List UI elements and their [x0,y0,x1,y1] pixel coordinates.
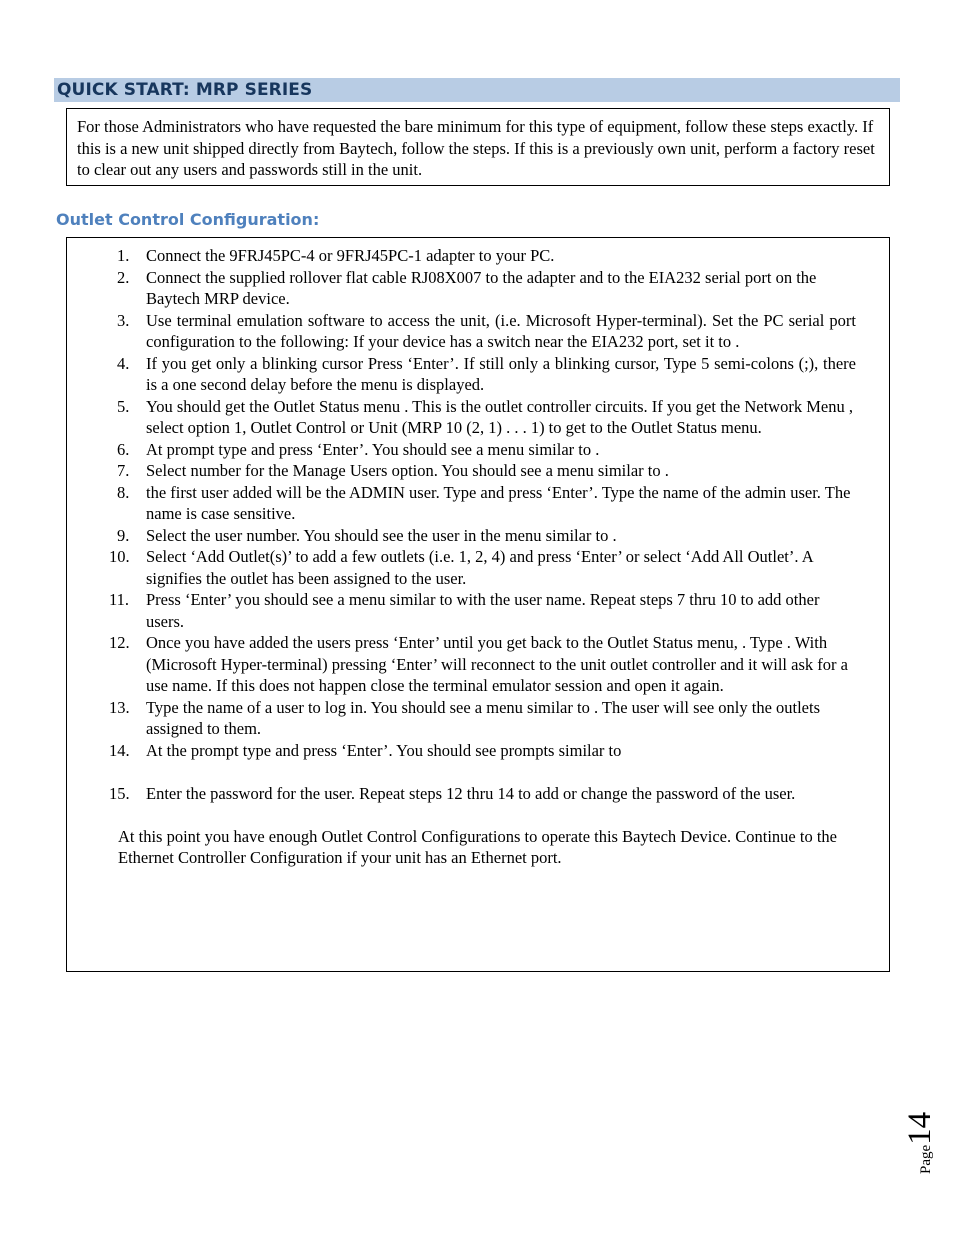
page-digits: 14 [902,1111,938,1145]
step-item [67,589,889,632]
step-number: 3. [117,310,130,330]
step-text: Connect the 9FRJ45PC-4 or 9FRJ45PC-1 adapter to your PC. [146,246,555,265]
step-item [67,632,889,697]
step-number: 15. [109,783,130,803]
step-text: Once you have added the users press ‘Enter’ until you get back to the Outlet Status menu, . Type . With (Microsoft Hyper-terminal) pressing ‘Enter’ will reconnect to the unit outlet controller and it will ask for a use name. If this does not happen close the terminal emulator session and open it again. [146,633,848,695]
step-text: Press ‘Enter’ you should see a menu similar to with the user name. Repeat steps 7 thru 10 to add other users. [146,590,820,631]
step-number: 14. [109,740,130,760]
step-item [67,740,889,762]
step-text: At prompt type and press ‘Enter’. You should see a menu similar to . [146,439,600,459]
step-item [67,439,889,461]
step-number: 1. [117,246,130,265]
outlet-config-heading: Outlet Control Configuration: [56,210,320,229]
section-title: QUICK START: MRP SERIES [57,80,313,100]
step-text: Use terminal emulation software to access the unit, (i.e. Microsoft Hyper-terminal). Set the PC serial port configuration to the following: If your device has a switch near the EIA232 port, set it to . [146,310,856,351]
step-item [67,697,889,740]
step-text: If you get only a blinking cursor Press ‘Enter’. If still only a blinking cursor, Type 5 semi-colons (;), there is a one second delay before the menu is displayed. [146,353,856,394]
step-number: 6. [117,439,130,459]
step-number: 9. [117,525,130,545]
step-number: 11. [109,590,130,609]
section-header-bar [54,78,900,102]
step-number: 8. [117,482,130,502]
step-number: 12. [109,633,130,652]
step-text: Select number for the Manage Users option. You should see a menu similar to . [146,461,669,480]
step-number: 7. [117,461,130,480]
step-text: Type the name of a user to log in. You should see a menu similar to . The user will see only the outlets assigned to them. [146,697,821,738]
intro-text: For those Administrators who have requested the bare minimum for this type of equipment, follow these steps exactly. If this is a new unit shipped directly from Baytech, follow the steps. If this is a previously own unit, perform a factory reset to clear out any users and passwords still in the unit. [77,117,875,179]
step-text: At the prompt type and press ‘Enter’. You should see prompts similar to [146,740,622,760]
step-item [67,310,889,353]
step-item [67,460,889,482]
step-text: Select ‘Add Outlet(s)’ to add a few outlets (i.e. 1, 2, 4) and press ‘Enter’ or select ‘Add All Outlet’. A signifies the outlet has been assigned to the user. [146,547,813,588]
step-text: Enter the password for the user. Repeat steps 12 thru 14 to add or change the password of the user. [146,783,796,803]
steps-list [67,245,889,869]
page-word: Page [918,1144,934,1174]
step-number: 10. [109,547,130,566]
step-item [67,267,889,310]
step-item [67,783,889,805]
step-text: Select the user number. You should see the user in the menu similar to . [146,525,617,545]
spacer [67,804,889,826]
outlet-config-box [66,237,890,972]
step-number: 5. [117,396,130,416]
step-item [67,525,889,547]
step-text: You should get the Outlet Status menu . This is the outlet controller circuits. If you get the Network Menu , select option 1, Outlet Control or Unit (MRP 10 (2, 1) . . . 1) to get to the Outlet Status menu. [146,396,853,437]
step-item [67,396,889,439]
step-text: the first user added will be the ADMIN user. Type and press ‘Enter’. Type the name of the admin user. The name is case sensitive. [146,482,851,523]
step-item [67,353,889,396]
step-number: 4. [117,353,130,373]
page-number [902,1090,942,1176]
step-item [67,546,889,589]
step-item [67,245,889,267]
step-number: 2. [117,267,130,287]
closing-paragraph: At this point you have enough Outlet Control Configurations to operate this Baytech Device. Continue to the Ethernet Controller Configuration if your unit has an Ethernet port. [118,826,837,867]
step-number: 13. [109,697,130,717]
spacer [67,761,889,783]
page-number-rotated [902,1112,939,1174]
step-item [67,482,889,525]
step-text: Connect the supplied rollover flat cable RJ08X007 to the adapter and to the EIA232 serial port on the Baytech MRP device. [146,267,817,308]
intro-box [66,108,890,186]
